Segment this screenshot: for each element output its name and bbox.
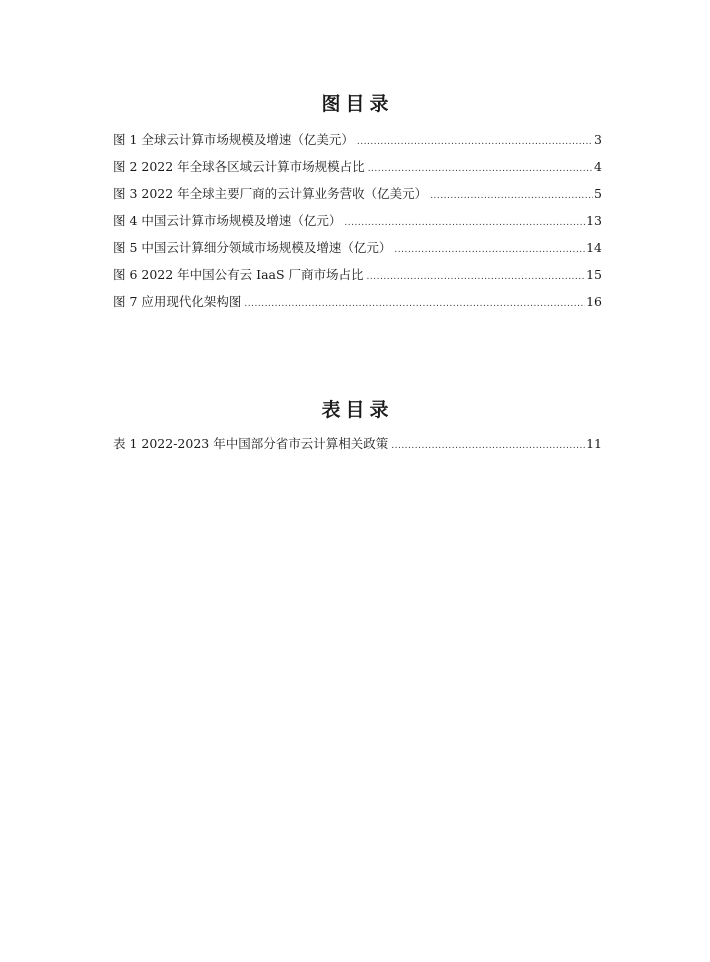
toc-leader-dots (344, 210, 585, 237)
toc-entry[interactable] (113, 153, 602, 180)
table-index-section (113, 398, 602, 457)
toc-entry-page: 3 (594, 132, 602, 147)
toc-entry-label: 图 7 应用现代化架构图 (113, 294, 242, 309)
toc-leader-dots (430, 183, 593, 210)
toc-leader-dots (368, 156, 593, 183)
toc-entry-label: 图 3 2022 年全球主要厂商的云计算业务营收（亿美元） (113, 186, 428, 201)
figure-index-list (113, 126, 602, 315)
figure-index-title: 图目录 (321, 93, 394, 115)
toc-entry-page: 15 (586, 267, 602, 282)
toc-entry-page: 11 (586, 436, 602, 451)
toc-entry[interactable] (113, 261, 602, 288)
toc-entry[interactable] (113, 234, 602, 261)
toc-entry-label: 图 6 2022 年中国公有云 IaaS 厂商市场占比 (113, 267, 364, 282)
toc-leader-dots (391, 433, 585, 460)
toc-leader-dots (367, 264, 586, 291)
toc-entry[interactable] (113, 126, 602, 153)
table-index-list (113, 430, 602, 457)
toc-entry-page: 14 (586, 240, 602, 255)
toc-entry-page: 13 (586, 213, 602, 228)
toc-entry-label: 图 1 全球云计算市场规模及增速（亿美元） (113, 132, 354, 147)
figure-index-section (113, 92, 602, 315)
toc-entry[interactable] (113, 207, 602, 234)
toc-leader-dots (394, 237, 585, 264)
toc-entry[interactable] (113, 430, 602, 457)
toc-entry-page: 4 (594, 159, 602, 174)
toc-entry[interactable] (113, 288, 602, 315)
toc-entry-label: 图 4 中国云计算市场规模及增速（亿元） (113, 213, 342, 228)
toc-leader-dots (357, 129, 593, 156)
toc-entry-page: 16 (586, 294, 602, 309)
toc-leader-dots (244, 291, 585, 318)
toc-entry-page: 5 (594, 186, 602, 201)
toc-entry-label: 表 1 2022-2023 年中国部分省市云计算相关政策 (113, 436, 389, 451)
table-index-title: 表目录 (321, 399, 394, 421)
toc-entry-label: 图 2 2022 年全球各区域云计算市场规模占比 (113, 159, 365, 174)
toc-entry[interactable] (113, 180, 602, 207)
toc-entry-label: 图 5 中国云计算细分领域市场规模及增速（亿元） (113, 240, 392, 255)
